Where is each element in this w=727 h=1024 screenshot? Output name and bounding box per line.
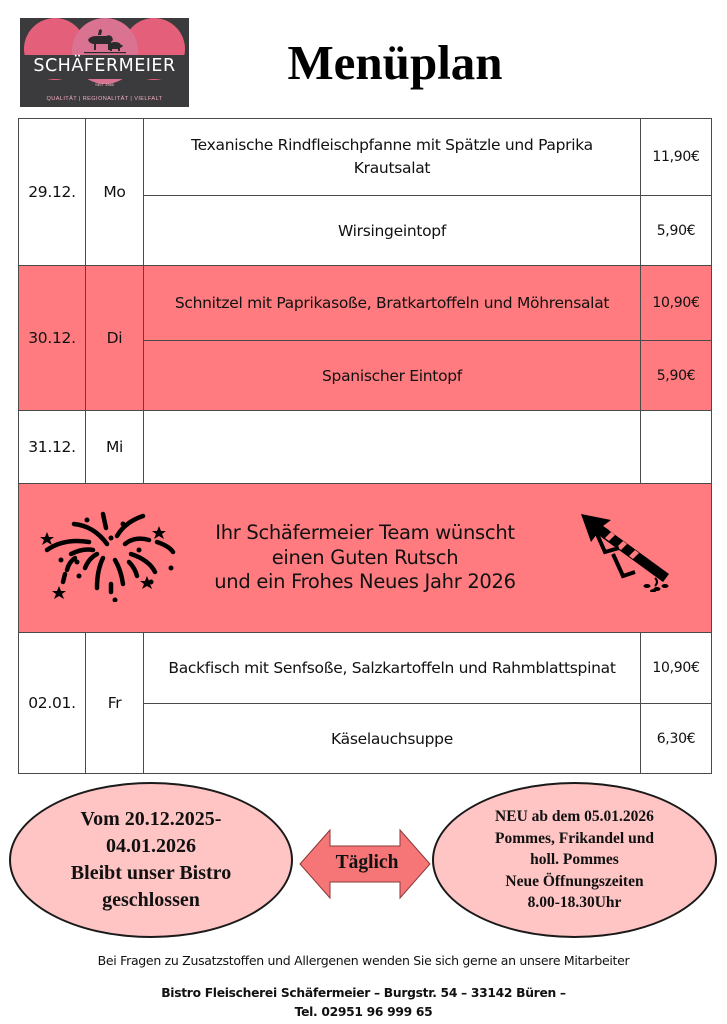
closure-line: geschlossen — [102, 889, 200, 911]
price-cell: 6,30€ — [641, 704, 712, 774]
dish-cell: Wirsingeintopf — [144, 196, 641, 266]
price-cell: 5,90€ — [641, 196, 712, 266]
closure-oval — [9, 782, 293, 938]
news-line: holl. Pommes — [530, 851, 619, 869]
news-line: 8.00-18.30Uhr — [527, 894, 622, 912]
logo — [20, 18, 189, 107]
greeting-line: einen Guten Rutsch — [271, 545, 459, 569]
greeting-banner — [19, 484, 712, 633]
logo-since: SEIT 1965 — [95, 82, 114, 87]
dish-cell-empty — [144, 411, 641, 484]
weekday-cell: Mi — [86, 411, 144, 484]
fireworks-icon — [39, 510, 179, 602]
footer-phone: Tel. 02951 96 999 65 — [294, 1005, 433, 1019]
farm-animals-icon — [84, 28, 126, 58]
price-cell: 5,90€ — [641, 341, 712, 411]
table-row — [19, 633, 712, 704]
weekday-cell: Fr — [86, 633, 144, 774]
news-line: Pommes, Frikandel und — [495, 829, 654, 847]
logo-tagline: QUALITÄT | REGIONALITÄT | VIELFALT — [46, 96, 163, 102]
weekday-cell: Mo — [86, 119, 144, 266]
dish-cell: Spanischer Eintopf — [144, 341, 641, 411]
table-row — [19, 119, 712, 196]
dish-cell: Käselauchsuppe — [144, 704, 641, 774]
date-cell: 29.12. — [19, 119, 86, 266]
price-cell: 11,90€ — [641, 119, 712, 196]
greeting-line: und ein Frohes Neues Jahr 2026 — [214, 570, 516, 594]
closure-line: Bleibt unser Bistro — [70, 862, 232, 884]
greeting-line: Ihr Schäfermeier Team wünscht — [215, 521, 515, 545]
news-line: NEU ab dem 05.01.2026 — [495, 808, 654, 826]
date-cell: 30.12. — [19, 266, 86, 411]
arrow-label: Täglich — [335, 852, 399, 873]
closure-line: Vom 20.12.2025- — [80, 808, 222, 830]
table-row — [19, 411, 712, 484]
logo-name: SCHÄFERMEIER — [33, 56, 176, 76]
menu-table — [18, 118, 712, 774]
closure-line: 04.01.2026 — [106, 835, 196, 857]
price-cell: 10,90€ — [641, 633, 712, 704]
footer-address-block — [0, 984, 727, 1022]
page-title: Menüplan — [287, 35, 503, 90]
dish-name-line: Krautsalat — [353, 159, 431, 177]
allergen-note: Bei Fragen zu Zusatzstoffen und Allergenen wenden Sie sich gerne an unsere Mitarbeiter — [97, 953, 630, 968]
dish-cell: Backfisch mit Senfsoße, Salzkartoffeln und Rahmblattspinat — [144, 633, 641, 704]
footer-address: Bistro Fleischerei Schäfermeier – Burgstr. 54 – 33142 Büren – — [161, 986, 566, 1000]
price-cell: 10,90€ — [641, 266, 712, 341]
table-row — [19, 266, 712, 341]
news-oval — [432, 782, 717, 938]
dish-name-line: Texanische Rindfleischpfanne mit Spätzle und Paprika — [191, 136, 593, 154]
dish-cell — [144, 119, 641, 196]
date-cell: 02.01. — [19, 633, 86, 774]
news-line: Neue Öffnungszeiten — [505, 872, 644, 890]
rocket-icon — [579, 512, 679, 592]
dish-cell: Schnitzel mit Paprikasoße, Bratkartoffeln und Möhrensalat — [144, 266, 641, 341]
price-cell-empty — [641, 411, 712, 484]
date-cell: 31.12. — [19, 411, 86, 484]
weekday-cell: Di — [86, 266, 144, 411]
greeting-row — [19, 484, 712, 633]
